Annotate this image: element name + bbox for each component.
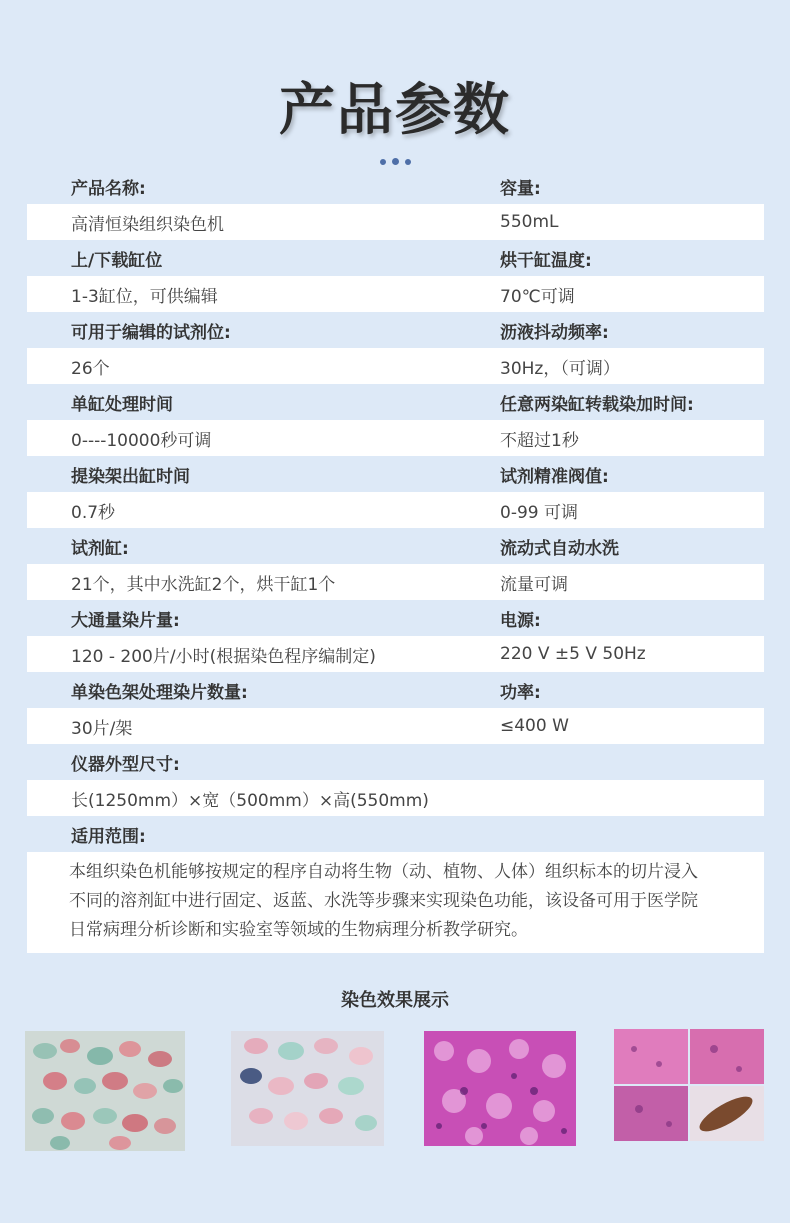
- stain-sample-image: [424, 1031, 576, 1151]
- spec-value-row: 26个 30Hz，（可调）: [27, 348, 764, 384]
- size-label-row: 仪器外型尺寸:: [71, 754, 180, 775]
- stain-sample-image: [614, 1029, 764, 1149]
- stain-sample-image: [25, 1031, 185, 1151]
- spec-value-row: 120 - 200片/小时(根据染色程序编制定) 220 V ±5 V 50Hz: [27, 636, 764, 672]
- spec-value-row: 0----10000秒可调 不超过1秒: [27, 420, 764, 456]
- spec-label-row: 提染架出缸时间 试剂精准阀值:: [71, 466, 609, 487]
- spec-value-row: 0.7秒 0-99 可调: [27, 492, 764, 528]
- spec-label-row: 产品名称: 容量:: [71, 178, 541, 199]
- scope-label-row: 适用范围:: [71, 826, 146, 847]
- spec-label-row: 试剂缸: 流动式自动水洗: [71, 538, 619, 559]
- page-title: 产品参数: [279, 78, 511, 143]
- stain-sample-image: [231, 1031, 384, 1151]
- spec-value-row: 30片/架 ≤400 W: [27, 708, 764, 744]
- title-dots: [0, 150, 790, 169]
- spec-value-row: 高清恒染组织染色机 550mL: [27, 204, 764, 240]
- spec-label-row: 单染色架处理染片数量: 功率:: [71, 682, 541, 703]
- scope-text: 本组织染色机能够按规定的程序自动将生物（动、植物、人体）组织标本的切片浸入 不同的溶剂缸中进行固定、返蓝、水洗等步骤来实现染色功能，该设备可用于医学院 日常病理分析诊断和实验室等领域的生物病理分析教学研究。: [27, 852, 764, 953]
- spec-label-row: 上/下载缸位 烘干缸温度:: [71, 250, 592, 271]
- spec-label-row: 可用于编辑的试剂位: 沥液抖动频率:: [71, 322, 609, 343]
- spec-value-row: 1-3缸位，可供编辑 70℃可调: [27, 276, 764, 312]
- spec-label-row: 大通量染片量: 电源:: [71, 610, 541, 631]
- spec-table: [27, 168, 764, 953]
- size-value-row: 长(1250mm）×宽（500mm）×高(550mm): [27, 780, 764, 816]
- spec-value-row: 21个，其中水洗缸2个，烘干缸1个 流量可调: [27, 564, 764, 600]
- spec-label-row: 单缸处理时间 任意两染缸转载染加时间:: [71, 394, 694, 415]
- gallery-title: 染色效果展示: [341, 990, 449, 1011]
